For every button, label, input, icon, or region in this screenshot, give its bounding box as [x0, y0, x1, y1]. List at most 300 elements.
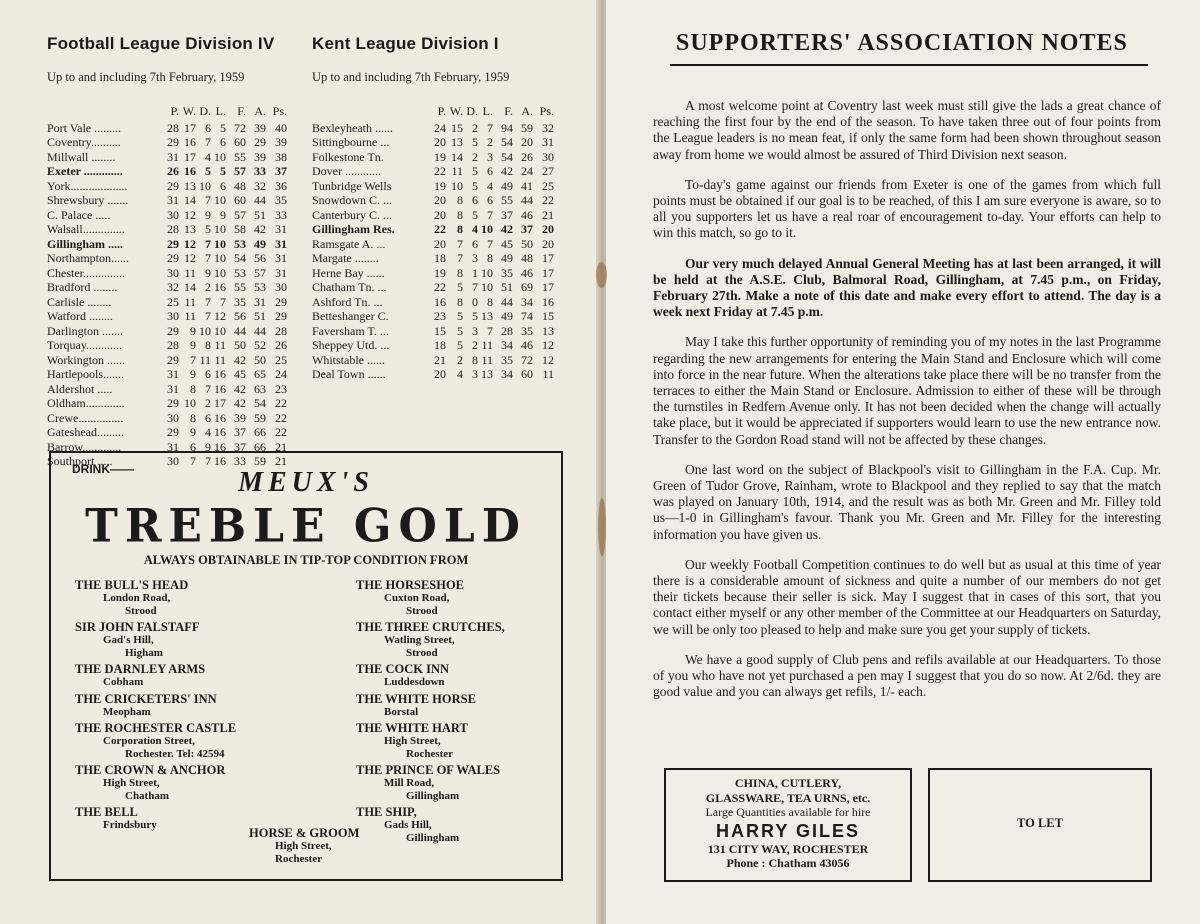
pub-entry — [75, 662, 315, 689]
stat-d: 5 — [472, 207, 478, 222]
stat-d: 5 — [472, 309, 478, 323]
stat-f: 49 — [501, 251, 513, 265]
pub-entry — [75, 721, 315, 760]
stat-ps: 33 — [275, 207, 287, 222]
stat-w: 9 — [190, 425, 196, 439]
stat-p: 30 — [167, 410, 179, 425]
stat-w: 15 — [451, 120, 463, 135]
pub-address: Gads Hill, — [384, 819, 432, 831]
stat-f: 34 — [501, 338, 513, 352]
stat-w: 17 — [184, 149, 196, 164]
advertiser-address: 131 CITY WAY, ROCHESTER — [707, 841, 869, 856]
team-name: Betteshanger C. — [312, 309, 389, 323]
stat-w: 8 — [457, 222, 463, 236]
stat-a: 26 — [521, 149, 533, 164]
stat-l: 16 — [214, 410, 226, 425]
ad-line: Large Quantities available for hire — [705, 805, 871, 819]
stat-a: 32 — [254, 178, 266, 193]
stat-l: 11 — [214, 338, 226, 352]
pub-horse-and-groom — [249, 826, 359, 865]
notes-paragraph: Our weekly Football Competition continues to do well but as usual at this time of year there is a considerable amount of sickness and quite a number of our members do not get their tickets because their seller is sick. May I suggest that in cases of this sort, that you contact either myself or any other member of the Committee at our Headquarters on Saturday, we will be only too pleased to help and make sure you get your supply of tickets. — [653, 556, 1161, 637]
ad-line: CHINA, CUTLERY, — [734, 776, 842, 790]
stat-a: 46 — [521, 265, 533, 280]
pub-address: Watling Street, — [384, 634, 455, 646]
pub-entry — [75, 620, 315, 659]
stat-d: 7 — [205, 193, 211, 207]
stat-l: 10 — [214, 323, 226, 338]
table-row — [312, 338, 574, 353]
stat-l: 11 — [214, 352, 226, 367]
table-row — [312, 135, 574, 150]
pub-entry — [75, 578, 315, 617]
team-name: Gateshead......... — [47, 425, 124, 439]
stat-f: 60 — [234, 135, 246, 149]
title-rule — [670, 64, 1148, 66]
col-header: A. — [254, 104, 266, 118]
stat-ps: 29 — [275, 309, 287, 323]
pub-address: Rochester — [406, 747, 454, 760]
notes-body — [653, 98, 1161, 715]
stat-ps: 40 — [275, 120, 287, 135]
advertiser-phone: Phone : Chatham 43056 — [726, 856, 850, 870]
league-title: Football League Division IV — [47, 34, 275, 53]
right-page — [606, 0, 1200, 924]
stat-w: 5 — [457, 280, 463, 294]
team-name: Faversham T. ... — [312, 323, 389, 338]
stat-w: 14 — [451, 149, 463, 164]
stat-f: 94 — [501, 120, 513, 135]
stat-d: 0 — [472, 294, 478, 309]
table-rows — [47, 121, 307, 469]
stat-f: 55 — [234, 149, 246, 164]
stat-w: 16 — [184, 164, 196, 178]
meux-treble-gold-advert — [49, 451, 563, 881]
stat-ps: 21 — [542, 207, 554, 222]
stat-w: 9 — [190, 367, 196, 381]
stat-a: 44 — [254, 193, 266, 207]
stat-f: 51 — [501, 280, 513, 294]
stat-l: 5 — [220, 120, 226, 135]
stat-a: 44 — [521, 193, 533, 207]
notes-paragraph: Our very much delayed Annual General Meeting has at last been arranged, it will be held at the A.S.E. Club, Balmoral Road, Gillingham, at 7.45 p.m., on Friday, February 27th. Make a note of this date and make every effort to attend. The day is a week next Friday at 7.45 p.m. — [653, 255, 1161, 320]
stat-l: 13 — [481, 309, 493, 323]
stat-f: 42 — [234, 352, 246, 367]
table-row — [312, 280, 574, 295]
stat-d: 2 — [472, 120, 478, 135]
stat-w: 8 — [190, 381, 196, 396]
team-name: Darlington ....... — [47, 323, 123, 338]
pub-entry — [75, 692, 315, 719]
stat-w: 5 — [457, 323, 463, 338]
stat-l: 6 — [220, 178, 226, 193]
team-name: Walsall.............. — [47, 222, 125, 236]
stat-w: 7 — [190, 454, 196, 468]
team-name: Torquay............ — [47, 338, 123, 352]
team-name: Workington ...... — [47, 352, 126, 367]
team-name: York................... — [47, 178, 128, 193]
table-rows — [312, 121, 574, 382]
stat-a: 50 — [521, 236, 533, 251]
paper-stain — [598, 498, 606, 556]
stat-p: 25 — [167, 294, 179, 309]
stat-p: 29 — [167, 425, 179, 439]
stat-f: 35 — [234, 294, 246, 309]
team-name: Dover ............ — [312, 164, 381, 178]
stat-l: 12 — [214, 309, 226, 323]
stat-d: 6 — [472, 193, 478, 207]
team-name: Chester.............. — [47, 265, 125, 280]
pub-address: Luddesdown — [384, 676, 445, 688]
stat-ps: 15 — [542, 309, 554, 323]
stat-w: 7 — [457, 251, 463, 265]
stat-a: 66 — [254, 425, 266, 439]
pub-entry — [75, 763, 315, 802]
table-row — [47, 353, 307, 368]
stat-f: 53 — [234, 236, 246, 251]
stat-p: 29 — [167, 396, 179, 410]
stat-ps: 31 — [275, 222, 287, 236]
table-row — [47, 179, 307, 194]
table-row — [47, 222, 307, 237]
stat-f: 56 — [234, 309, 246, 323]
stat-p: 19 — [434, 265, 446, 280]
stat-f: 55 — [234, 280, 246, 294]
league-subtitle: Up to and including 7th February, 1959 — [47, 70, 245, 84]
table-row — [47, 411, 307, 426]
stat-d: 7 — [205, 135, 211, 149]
stat-p: 32 — [167, 280, 179, 294]
stat-p: 29 — [167, 352, 179, 367]
league-table-division-iv — [47, 34, 307, 469]
pub-entry — [356, 578, 556, 617]
stat-w: 12 — [184, 236, 196, 251]
ad-tagline: ALWAYS OBTAINABLE IN TIP-TOP CONDITION FROM — [143, 553, 469, 567]
table-row — [47, 396, 307, 411]
pub-address: Strood — [125, 604, 157, 617]
stat-l: 3 — [487, 149, 493, 164]
pub-entry — [356, 805, 556, 844]
stat-a: 66 — [254, 439, 266, 454]
table-row — [312, 208, 574, 223]
stat-d: 2 — [205, 280, 211, 294]
stat-l: 7 — [487, 207, 493, 222]
stat-p: 20 — [434, 367, 446, 381]
team-name: Gillingham ..... — [47, 236, 124, 251]
pub-name: THE WHITE HART — [356, 721, 468, 735]
table-row — [47, 193, 307, 208]
stat-ps: 31 — [275, 251, 287, 265]
table-row — [47, 309, 307, 324]
table-row — [47, 382, 307, 397]
page-title: SUPPORTERS' ASSOCIATION NOTES — [676, 30, 1128, 56]
team-name: Shrewsbury ....... — [47, 193, 129, 207]
stat-l: 8 — [487, 294, 493, 309]
team-name: Bradford ........ — [47, 280, 118, 294]
stat-w: 5 — [457, 309, 463, 323]
stat-f: 54 — [501, 149, 513, 164]
team-name: Millwall ........ — [47, 149, 116, 164]
team-name: Barrow............. — [47, 439, 122, 454]
stat-p: 31 — [167, 381, 179, 396]
team-name: Aldershot ..... — [47, 381, 113, 396]
stat-p: 22 — [434, 164, 446, 178]
team-name: Whitstable ...... — [312, 352, 385, 367]
ad-brand: MEUX'S — [238, 467, 374, 498]
stat-a: 46 — [521, 338, 533, 352]
stat-w: 8 — [457, 207, 463, 222]
stat-d: 7 — [205, 236, 211, 251]
stat-p: 29 — [167, 251, 179, 265]
stat-a: 59 — [254, 454, 266, 468]
stat-l: 7 — [487, 236, 493, 251]
stat-f: 45 — [234, 367, 246, 381]
pub-address: Rochester — [275, 852, 323, 865]
stat-a: 37 — [521, 222, 533, 236]
stat-a: 34 — [521, 294, 533, 309]
stat-d: 4 — [205, 425, 211, 439]
stat-l: 17 — [214, 396, 226, 410]
stat-w: 8 — [457, 265, 463, 280]
table-row — [47, 208, 307, 223]
stat-d: 5 — [472, 164, 478, 178]
stat-f: 55 — [501, 193, 513, 207]
team-name: Southport ..... — [47, 454, 113, 468]
table-row — [312, 295, 574, 310]
stat-ps: 39 — [275, 135, 287, 149]
pub-address: Gillingham — [406, 789, 460, 802]
col-header: P. — [437, 104, 446, 118]
col-header: W. — [182, 104, 196, 118]
stat-d: 3 — [472, 323, 478, 338]
stat-l: 9 — [220, 207, 226, 222]
stat-l: 7 — [487, 323, 493, 338]
pub-name: THE CROWN & ANCHOR — [75, 763, 226, 777]
stat-f: 54 — [234, 251, 246, 265]
stat-a: 41 — [521, 178, 533, 193]
col-header: D. — [466, 104, 478, 118]
stat-p: 31 — [167, 149, 179, 164]
stat-w: 17 — [184, 120, 196, 135]
stat-a: 44 — [254, 323, 266, 338]
harry-giles-advert — [664, 768, 912, 882]
table-row — [312, 309, 574, 324]
notes-paragraph: One last word on the subject of Blackpool's visit to Gillingham in the F.A. Cup. Mr. Green of Tudor Grove, Rainham, wrote to Blackpool and they replied to say that the match was played on January 10th, 1914, and the result was as both Mr. Green and Mr. Filley told us—1-0 in Gillingham's favour. Thank you Mr. Green and Mr. Filley for the interesting information you have given us. — [653, 461, 1161, 542]
stat-ps: 17 — [542, 251, 554, 265]
stat-d: 5 — [472, 135, 478, 149]
stat-d: 8 — [472, 352, 478, 367]
stat-f: 42 — [234, 396, 246, 410]
stat-l: 16 — [214, 367, 226, 381]
stat-ps: 22 — [275, 410, 287, 425]
stat-w: 13 — [451, 135, 463, 149]
stat-l: 11 — [481, 338, 493, 352]
pub-name: THE ROCHESTER CASTLE — [75, 721, 237, 735]
stat-f: 49 — [501, 309, 513, 323]
stat-w: 8 — [190, 410, 196, 425]
team-name: Crewe............... — [47, 410, 124, 425]
stat-l: 10 — [214, 236, 226, 251]
stat-p: 29 — [167, 236, 179, 251]
stat-ps: 26 — [275, 338, 287, 352]
table-row — [47, 324, 307, 339]
stat-ps: 30 — [275, 280, 287, 294]
paper-stain — [596, 262, 607, 288]
stat-d: 6 — [205, 410, 211, 425]
table-row — [312, 121, 574, 136]
to-let-label: TO LET — [1017, 816, 1063, 830]
col-header: L. — [482, 104, 493, 118]
pub-address: High Street, — [103, 777, 160, 789]
stat-p: 22 — [434, 222, 446, 236]
stat-l: 6 — [487, 193, 493, 207]
stat-ps: 24 — [275, 367, 287, 381]
stat-d: 10 — [199, 178, 211, 193]
pub-address: Frindsbury — [103, 819, 157, 831]
pub-entry — [356, 763, 556, 802]
team-name: Port Vale ......... — [47, 120, 122, 135]
table-row — [47, 121, 307, 136]
table-row — [312, 237, 574, 252]
table-row — [312, 367, 574, 382]
table-row — [47, 164, 307, 179]
stat-f: 48 — [234, 178, 246, 193]
stat-l: 16 — [214, 280, 226, 294]
stat-l: 7 — [487, 120, 493, 135]
stat-w: 5 — [457, 338, 463, 352]
stat-d: 2 — [472, 149, 478, 164]
table-row — [312, 150, 574, 165]
stat-ps: 21 — [275, 439, 287, 454]
col-header: Ps. — [539, 104, 554, 118]
stat-d: 5 — [205, 164, 211, 178]
table-row — [312, 353, 574, 368]
table-row — [47, 237, 307, 252]
notes-paragraph: To-day's game against our friends from Exeter is one of the games from which full points must be obtained if our goal is to be reached, of this I am sure everyone is aware, so to all you supporters let us have a real roar of encouragement to-day. Your efforts can help to win this match, so go to it. — [653, 176, 1161, 241]
stat-w: 11 — [184, 309, 196, 323]
pub-name: THE DARNLEY ARMS — [75, 662, 206, 676]
team-name: Northampton...... — [47, 251, 129, 265]
stat-w: 2 — [457, 352, 463, 367]
stat-a: 20 — [521, 135, 533, 149]
col-header: W. — [449, 104, 463, 118]
col-header: A. — [521, 104, 533, 118]
stat-l: 5 — [220, 164, 226, 178]
pub-list-right — [356, 578, 556, 847]
col-header: F. — [237, 104, 246, 118]
stat-p: 28 — [167, 338, 179, 352]
stat-d: 7 — [472, 280, 478, 294]
pub-name: THE SHIP, — [356, 805, 417, 819]
stat-l: 16 — [214, 381, 226, 396]
pub-address: Meopham — [103, 705, 151, 718]
stat-w: 4 — [457, 367, 463, 381]
stat-f: 37 — [234, 425, 246, 439]
stat-f: 33 — [234, 454, 246, 468]
stat-w: 11 — [451, 164, 463, 178]
stat-l: 10 — [214, 265, 226, 280]
stat-a: 48 — [521, 251, 533, 265]
stat-f: 42 — [501, 164, 513, 178]
table-row — [47, 338, 307, 353]
stat-a: 51 — [254, 207, 266, 222]
col-header: D. — [199, 104, 211, 118]
stat-d: 7 — [205, 251, 211, 265]
pub-address: Chatham — [125, 789, 170, 802]
team-name: Gillingham Res. — [312, 222, 395, 236]
stat-a: 69 — [521, 280, 533, 294]
stat-a: 42 — [254, 222, 266, 236]
stat-d: 7 — [205, 381, 211, 396]
table-row — [312, 324, 574, 339]
stat-p: 30 — [167, 309, 179, 323]
pub-address: Strood — [406, 646, 438, 659]
stat-l: 8 — [487, 251, 493, 265]
ad-drink-label: DRINK—— — [72, 462, 134, 476]
pub-entry — [356, 662, 556, 689]
stat-ps: 38 — [275, 149, 287, 164]
stat-a: 50 — [254, 352, 266, 367]
stat-p: 30 — [167, 207, 179, 222]
stat-ps: 35 — [275, 193, 287, 207]
team-name: Herne Bay ...... — [312, 265, 385, 280]
stat-w: 14 — [184, 280, 196, 294]
stat-w: 13 — [184, 178, 196, 193]
stat-a: 31 — [254, 294, 266, 309]
stat-p: 18 — [434, 338, 446, 352]
stat-f: 42 — [501, 222, 513, 236]
stat-f: 37 — [501, 207, 513, 222]
stat-a: 24 — [521, 164, 533, 178]
stat-p: 31 — [167, 367, 179, 381]
stat-l: 10 — [481, 265, 493, 280]
stat-p: 15 — [434, 323, 446, 338]
stat-p: 31 — [167, 193, 179, 207]
pub-address: Borstal — [384, 705, 419, 718]
league-table-kent-division-i — [312, 34, 574, 382]
pub-name: THE CRICKETERS' INN — [75, 691, 217, 706]
pub-address: London Road, — [103, 592, 171, 604]
ad-product-name: TREBLE GOLD — [85, 499, 527, 554]
stat-w: 10 — [451, 178, 463, 193]
stat-ps: 20 — [542, 222, 554, 236]
stat-w: 7 — [457, 236, 463, 251]
pub-address: High Street, — [384, 735, 441, 747]
stat-p: 28 — [167, 120, 179, 135]
stat-f: 45 — [501, 236, 513, 251]
stat-ps: 29 — [275, 294, 287, 309]
stat-ps: 16 — [542, 294, 554, 309]
pub-list-left — [75, 578, 315, 835]
stat-w: 9 — [190, 338, 196, 352]
stat-d: 5 — [472, 178, 478, 193]
to-let-box — [928, 768, 1152, 882]
pub-address: Higham — [125, 646, 163, 659]
stat-ps: 20 — [542, 236, 554, 251]
stat-ps: 22 — [275, 396, 287, 410]
stat-d: 9 — [205, 265, 211, 280]
table-row — [312, 266, 574, 281]
notes-paragraph: We have a good supply of Club pens and refils available at our Headquarters. To those of you who have not yet purchased a pen may I suggest that you do so now. At 2/6d. they are good value and you can always get refils, 1/- each. — [653, 651, 1161, 700]
stat-ps: 31 — [542, 135, 554, 149]
pub-address: Mill Road, — [384, 777, 435, 789]
team-name: Margate ........ — [312, 251, 379, 265]
stat-p: 29 — [167, 178, 179, 193]
stat-a: 74 — [521, 309, 533, 323]
stat-d: 6 — [205, 367, 211, 381]
stat-d: 4 — [205, 149, 211, 164]
stat-w: 13 — [184, 222, 196, 236]
stat-a: 29 — [254, 135, 266, 149]
